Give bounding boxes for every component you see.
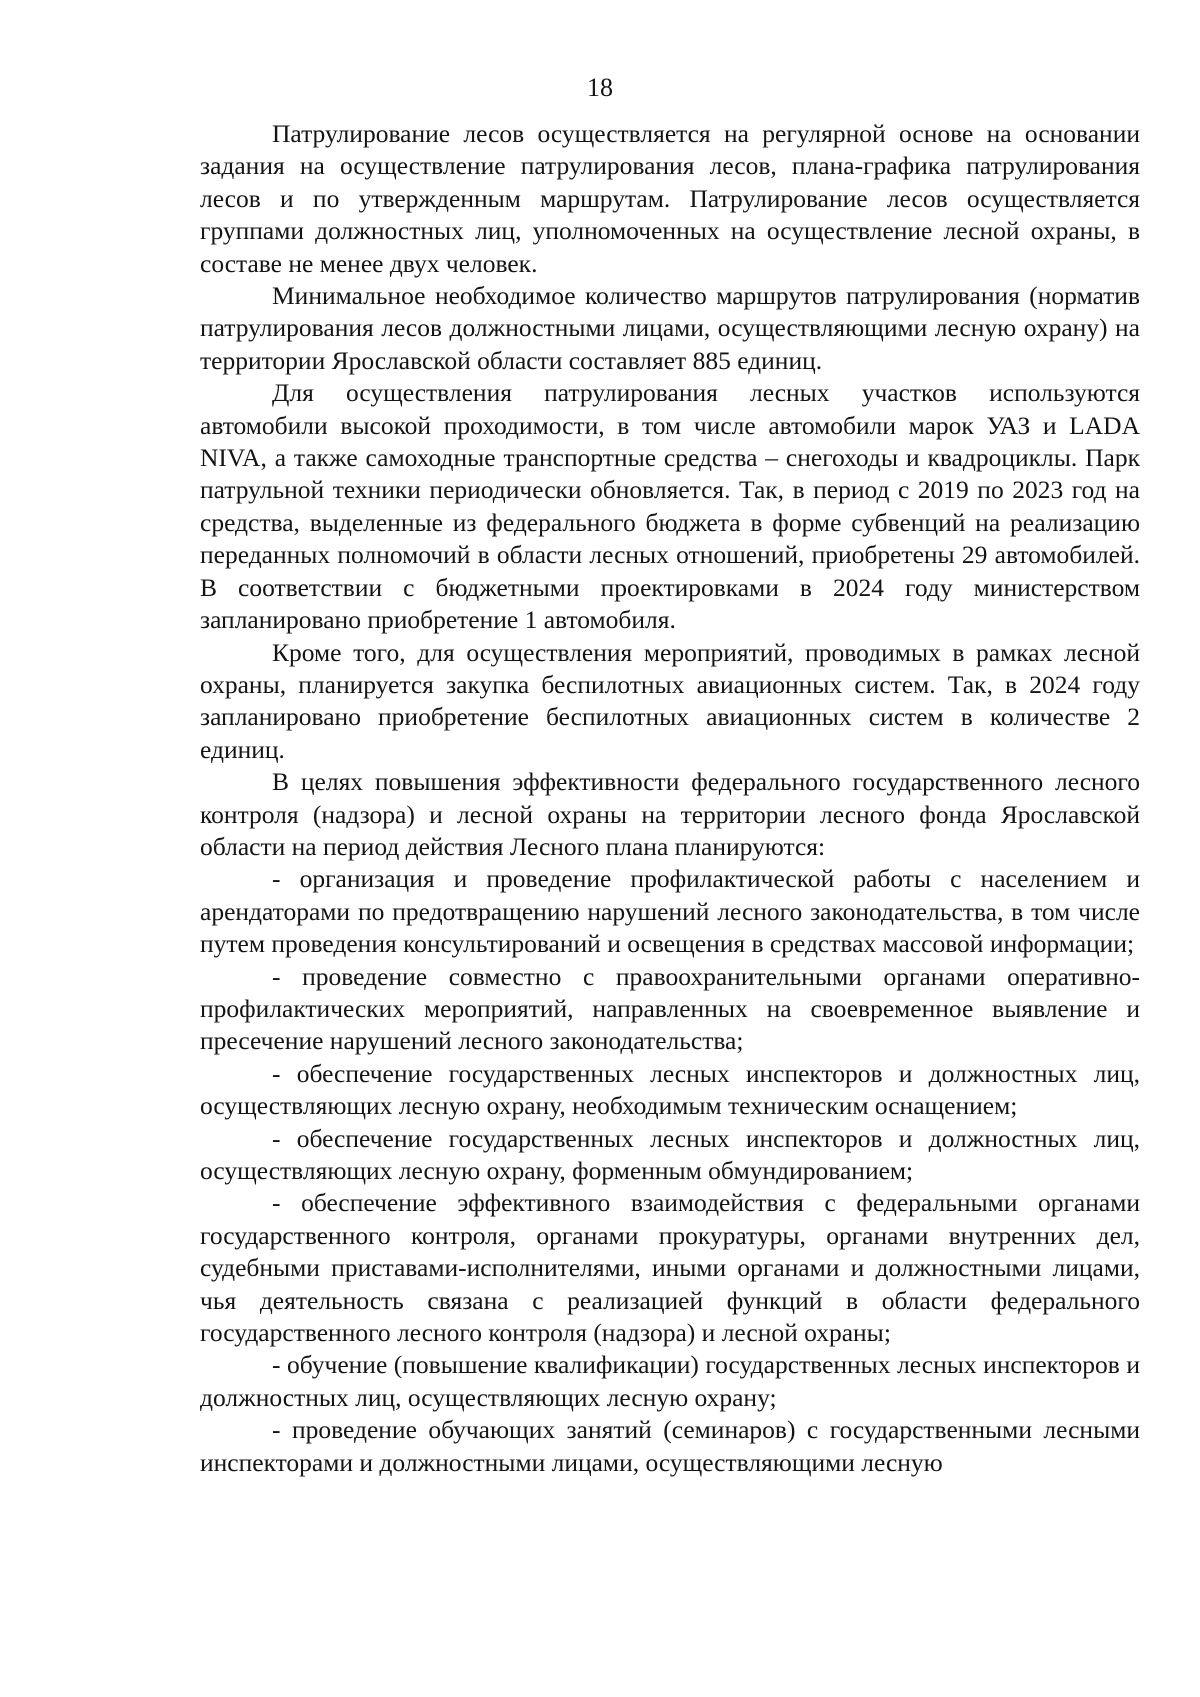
list-item-joint-operations: - проведение совместно с правоохранительными органами оперативно-профилактических мероприятий, направленных на своевременное выявление и пресечение нарушений лесного законодательства; [200,961,1140,1056]
list-item-preventive-work: - организация и проведение профилактической работы с населением и арендаторами по предотвращению нарушений лесного законодательства, в том числе путем проведения консультирований и освещения в средствах массовой информации; [200,864,1140,959]
paragraph-patrol-basis: Патрулирование лесов осуществляется на регулярной основе на основании задания на осуществление патрулирования лесов, плана-графика патрулирования лесов и по утвержденным маршрутам. Патрулирование лесов осуществляется группами должностных лиц, уполномоченных на осуществление лесной охраны, в составе не менее двух человек. [200,119,1140,278]
page-number: 18 [587,73,613,102]
document-body [200,118,1140,1479]
list-item-interagency-cooperation: - обеспечение эффективного взаимодействия с федеральными органами государственного контроля, органами прокуратуры, органами внутренних дел, судебными приставами-исполнителями, иными органами и должностными лицами, чья деятельность связана с реализацией функций в области федерального государственного лесного контроля (надзора) и лесной охраны; [200,1188,1140,1348]
list-item-uniforms: - обеспечение государственных лесных инспекторов и должностных лиц, осуществляющих лесную охрану, форменным обмундированием; [200,1123,1140,1185]
paragraph-minimum-routes: Минимальное необходимое количество маршрутов патрулирования (норматив патрулирования лесов должностными лицами, осуществляющими лесную охрану) на территории Ярославской области составляет 885 единиц. [200,281,1140,375]
list-item-seminars: - проведение обучающих занятий (семинаров) с государственными лесными инспекторами и должностными лицами, осуществляющими лесную [200,1415,1140,1477]
list-item-technical-equipment: - обеспечение государственных лесных инспекторов и должностных лиц, осуществляющих лесную охрану, необходимым техническим оснащением; [200,1058,1140,1121]
paragraph-patrol-vehicles: Для осуществления патрулирования лесных участков используются автомобили высокой проходимости, в том числе автомобили марок УАЗ и LADA NIVA, а также самоходные транспортные средства – снегоходы и квадроциклы. Парк патрульной техники периодически обновляется. Так, в период с 2019 по 2023 год на средства, выделенные из федерального бюджета в форме субвенций на реализацию переданных полномочий в области лесных отношений, приобретены 29 автомобилей. В соответствии с бюджетными проектировками в 2024 году министерством запланировано приобретение 1 автомобиля. [200,378,1140,635]
list-item-training: - обучение (повышение квалификации) государственных лесных инспекторов и должностных лиц, осуществляющих лесную охрану; [200,1350,1140,1412]
paragraph-unmanned-systems: Кроме того, для осуществления мероприятий, проводимых в рамках лесной охраны, планируется закупка беспилотных авиационных систем. Так, в 2024 году запланировано приобретение беспилотных авиационных систем в количестве 2 единиц. [200,637,1140,764]
paragraph-planned-measures-intro: В целях повышения эффективности федерального государственного лесного контроля (надзора) и лесной охраны на территории лесного фонда Ярославской области на период действия Лесного плана планируются: [200,767,1140,861]
